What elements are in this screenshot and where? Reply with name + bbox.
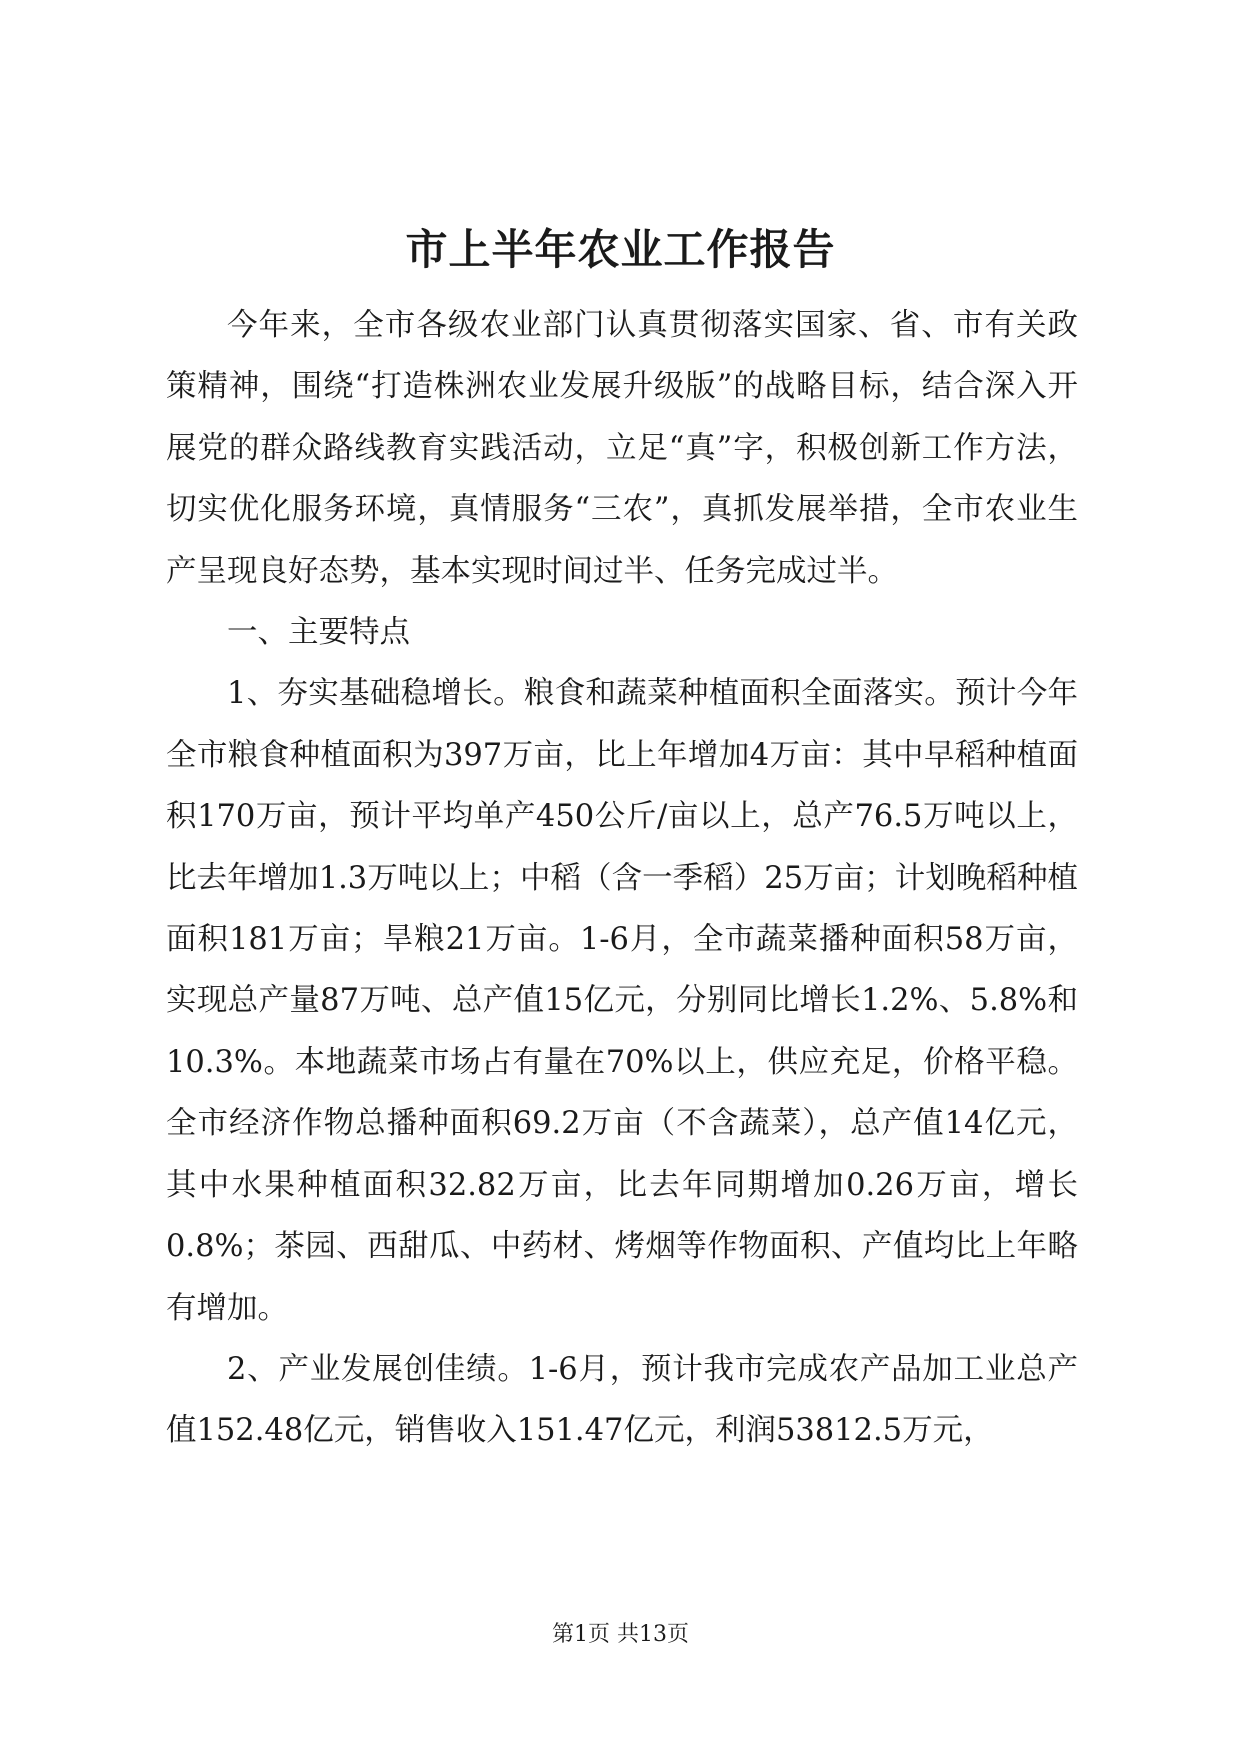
paragraph-item-1: 1、夯实基础稳增长。粮食和蔬菜种植面积全面落实。预计今年全市粮食种植面积为397万亩，比上年增加4万亩：其中早稻种植面积170万亩，预计平均单产450公斤/亩以上，总产76.5万吨以上，比去年增加1.3万吨以上；中稻（含一季稻）25万亩；计划晚稻种植面积181万亩；旱粮21万亩。1-6月，全市蔬菜播种面积58万亩，实现总产量87万吨、总产值15亿元，分别同比增长1.2%、5.8%和10.3%。本地蔬菜市场占有量在70%以上，供应充足，价格平稳。全市经济作物总播种面积69.2万亩（不含蔬菜），总产值14亿元，其中水果种植面积32.82万亩，比去年同期增加0.26万亩，增长0.8%；茶园、西甜瓜、中药材、烤烟等作物面积、产值均比上年略有增加。 — [166, 676, 1078, 1326]
page-number-footer: 第1页 共13页 — [552, 1622, 689, 1647]
document-title: 市上半年农业工作报告 — [405, 225, 836, 274]
section-heading: 一、主要特点 — [227, 615, 410, 651]
paragraph-intro: 今年来，全市各级农业部门认真贯彻落实国家、省、市有关政策精神，围绕“打造株洲农业发展升级版”的战略目标，结合深入开展党的群众路线教育实践活动，立足“真”字，积极创新工作方法，切实优化服务环境，真情服务“三农”，真抓发展举措，全市农业生产呈现良好态势，基本实现时间过半、任务完成过半。 — [166, 308, 1078, 589]
paragraph-item-2: 2、产业发展创佳绩。1-6月，预计我市完成农产品加工业总产值152.48亿元，销售收入151.47亿元，利润53812.5万元， — [166, 1351, 1078, 1449]
document-body — [166, 295, 1078, 1462]
